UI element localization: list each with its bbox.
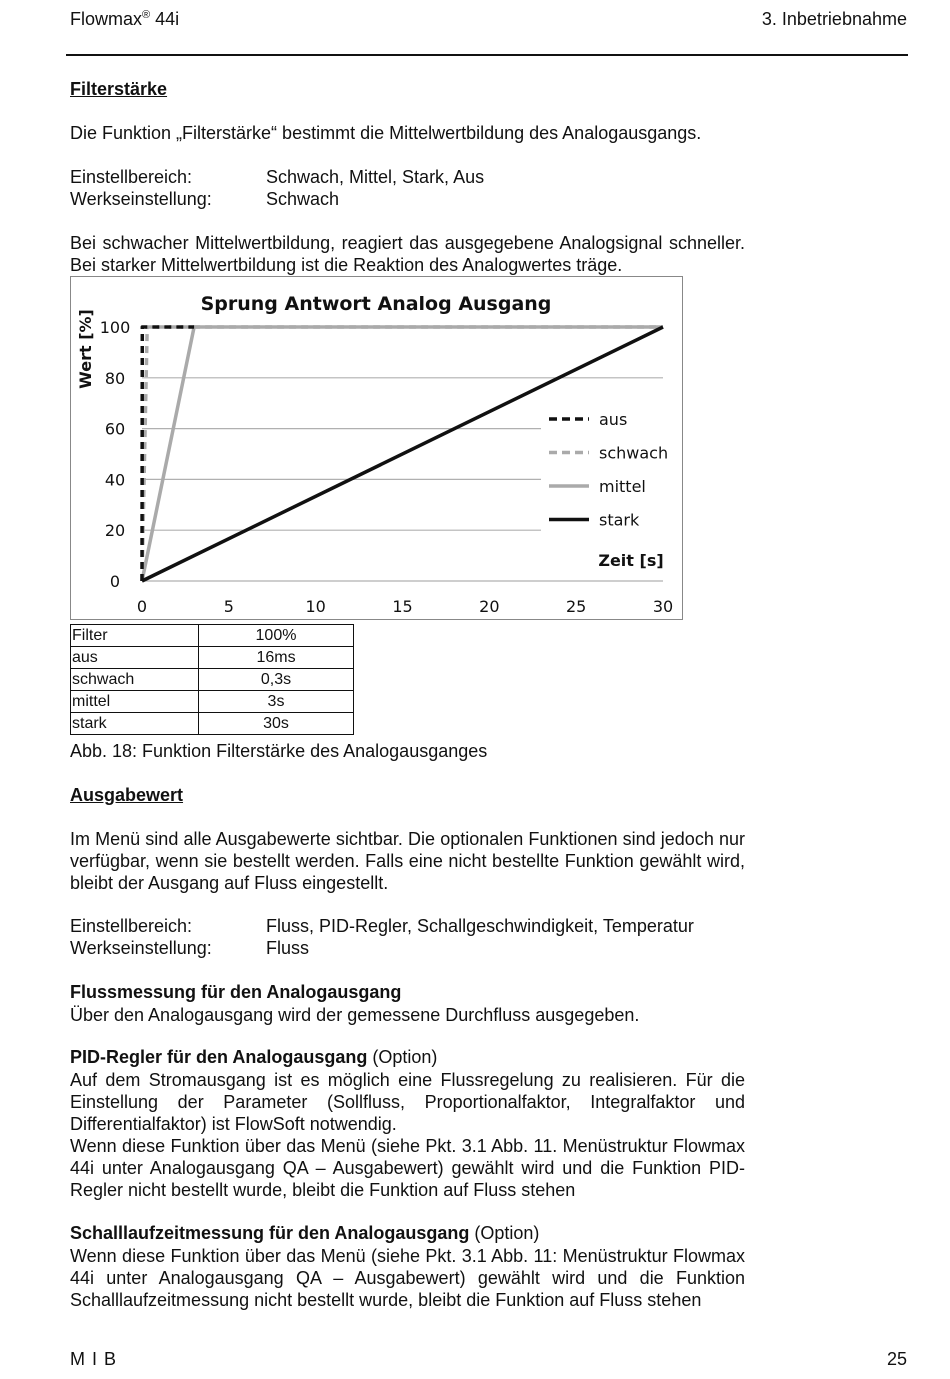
table-cell-filter: aus <box>71 647 199 669</box>
footer-page-number: 25 <box>886 1349 907 1369</box>
x-tick-label: 10 <box>305 597 326 616</box>
table-cell-time: 16ms <box>199 647 354 669</box>
table-row <box>71 713 354 735</box>
legend-label-mittel: mittel <box>599 477 646 496</box>
product-model: 44i <box>155 9 180 29</box>
pid-section-heading <box>70 1047 437 1068</box>
header-product <box>70 9 179 30</box>
table-cell-filter: mittel <box>71 691 199 713</box>
series-line-stark <box>142 327 663 581</box>
y-tick-label: 0 <box>109 572 121 591</box>
chart-x-axis-label: Zeit [s] <box>598 551 664 570</box>
x-tick-label: 20 <box>479 597 500 616</box>
y-tick-label: 40 <box>104 470 126 490</box>
filter-time-table <box>70 624 354 735</box>
y-tick-label: 60 <box>104 419 126 439</box>
output-description: Im Menü sind alle Ausgabewerte sichtbar. Die optionalen Funktionen sind jedoch nur verfügbar, wenn sie bestellt werden. Falls eine nicht bestellte Funktion gewählt wird, bleibt der Ausgang auf Fluss eingestellt. <box>70 829 745 893</box>
sound-section-title: Schalllaufzeitmessung für den Analogausgang <box>70 1223 470 1243</box>
step-response-chart <box>70 276 683 620</box>
product-name: Flowmax <box>70 9 143 29</box>
flow-section-title: Flussmessung für den Analogausgang <box>70 982 402 1002</box>
filter-range-label: Einstellbereich: <box>70 167 193 187</box>
x-tick-label: 30 <box>652 597 674 616</box>
chart-canvas <box>71 277 682 619</box>
y-tick-label: 20 <box>104 521 126 541</box>
y-tick-label: 100 <box>99 318 131 337</box>
table-cell-time: 3s <box>199 691 354 713</box>
pid-section-option: (Option) <box>367 1047 438 1067</box>
pid-section-text2: Wenn diese Funktion über das Menü (siehe Pkt. 3.1 Abb. 11. Menüstruktur Flowmax 44i unter Analogausgang QA – Ausgabewert) gewählt wird und die Funktion PID-Regler nicht bestellt wurde, bleibt die Funktion auf Fluss stehen <box>70 1136 745 1200</box>
table-row <box>71 691 354 713</box>
output-range-label: Einstellbereich: <box>70 916 193 936</box>
filter-table-body <box>71 625 354 735</box>
sound-section-heading <box>70 1223 539 1244</box>
table-cell-time: 30s <box>199 713 354 735</box>
filter-section-title: Filterstärke <box>70 79 168 99</box>
chart-legend <box>549 410 668 530</box>
table-cell-time: 0,3s <box>199 669 354 691</box>
registered-mark: ® <box>142 9 151 21</box>
output-section-title: Ausgabewert <box>70 785 184 805</box>
chart-title: Sprung Antwort Analog Ausgang <box>200 293 552 315</box>
output-range-value: Fluss, PID-Regler, Schallgeschwindigkeit, Temperatur <box>266 916 694 936</box>
x-tick-label: 5 <box>223 597 234 616</box>
x-tick-label: 25 <box>565 597 587 616</box>
output-default-value: Fluss <box>266 938 310 958</box>
sound-section-option: (Option) <box>469 1223 540 1243</box>
filter-description: Bei schwacher Mittelwertbildung, reagiert das ausgegebene Analogsignal schneller. Bei starker Mittelwertbildung ist die Reaktion des Analogwertes träge. <box>70 233 745 275</box>
filter-default-label: Werkseinstellung: <box>70 189 212 209</box>
flow-section-text: Über den Analogausgang wird der gemessene Durchfluss ausgegeben. <box>70 1005 640 1025</box>
table-row <box>71 647 354 669</box>
header-divider <box>66 54 908 56</box>
filter-intro: Die Funktion „Filterstärke“ bestimmt die Mittelwertbildung des Analogausgangs. <box>70 123 702 143</box>
x-tick-label: 15 <box>392 597 413 616</box>
figure-caption: Abb. 18: Funktion Filterstärke des Analogausganges <box>70 741 488 761</box>
table-cell-filter: stark <box>71 713 199 735</box>
chart-series <box>142 327 663 581</box>
table-cell-time: 100% <box>199 625 354 647</box>
table-row <box>71 669 354 691</box>
x-tick-label: 0 <box>136 597 148 616</box>
legend-label-schwach: schwach <box>599 443 669 463</box>
legend-label-stark: stark <box>599 510 640 530</box>
pid-section-title: PID-Regler für den Analogausgang <box>70 1047 368 1067</box>
table-cell-filter: Filter <box>71 625 199 647</box>
output-default-label: Werkseinstellung: <box>70 938 212 958</box>
y-tick-label: 80 <box>104 368 126 388</box>
sound-section-text: Wenn diese Funktion über das Menü (siehe Pkt. 3.1 Abb. 11: Menüstruktur Flowmax 44i unter Analogausgang QA – Ausgabewert) gewählt wird und die Funktion Schalllaufzeitmessung nicht bestellt wurde, bleibt die Funktion auf Fluss stehen <box>70 1246 745 1310</box>
table-cell-filter: schwach <box>71 669 199 691</box>
table-row <box>71 625 354 647</box>
chart-y-axis-label: Wert [%] <box>76 309 95 389</box>
filter-range-value: Schwach, Mittel, Stark, Aus <box>266 167 485 187</box>
filter-default-value: Schwach <box>266 189 340 209</box>
header-chapter: 3. Inbetriebnahme <box>761 9 907 29</box>
legend-label-aus: aus <box>599 410 628 429</box>
footer-company: M I B <box>70 1349 118 1369</box>
pid-section-text1: Auf dem Stromausgang ist es möglich eine Flussregelung zu realisieren. Für die Einstellung der Parameter (Sollfluss, Proportionalfaktor, Integralfaktor und Differentialfaktor) ist FlowSoft notwendig. <box>70 1070 745 1134</box>
